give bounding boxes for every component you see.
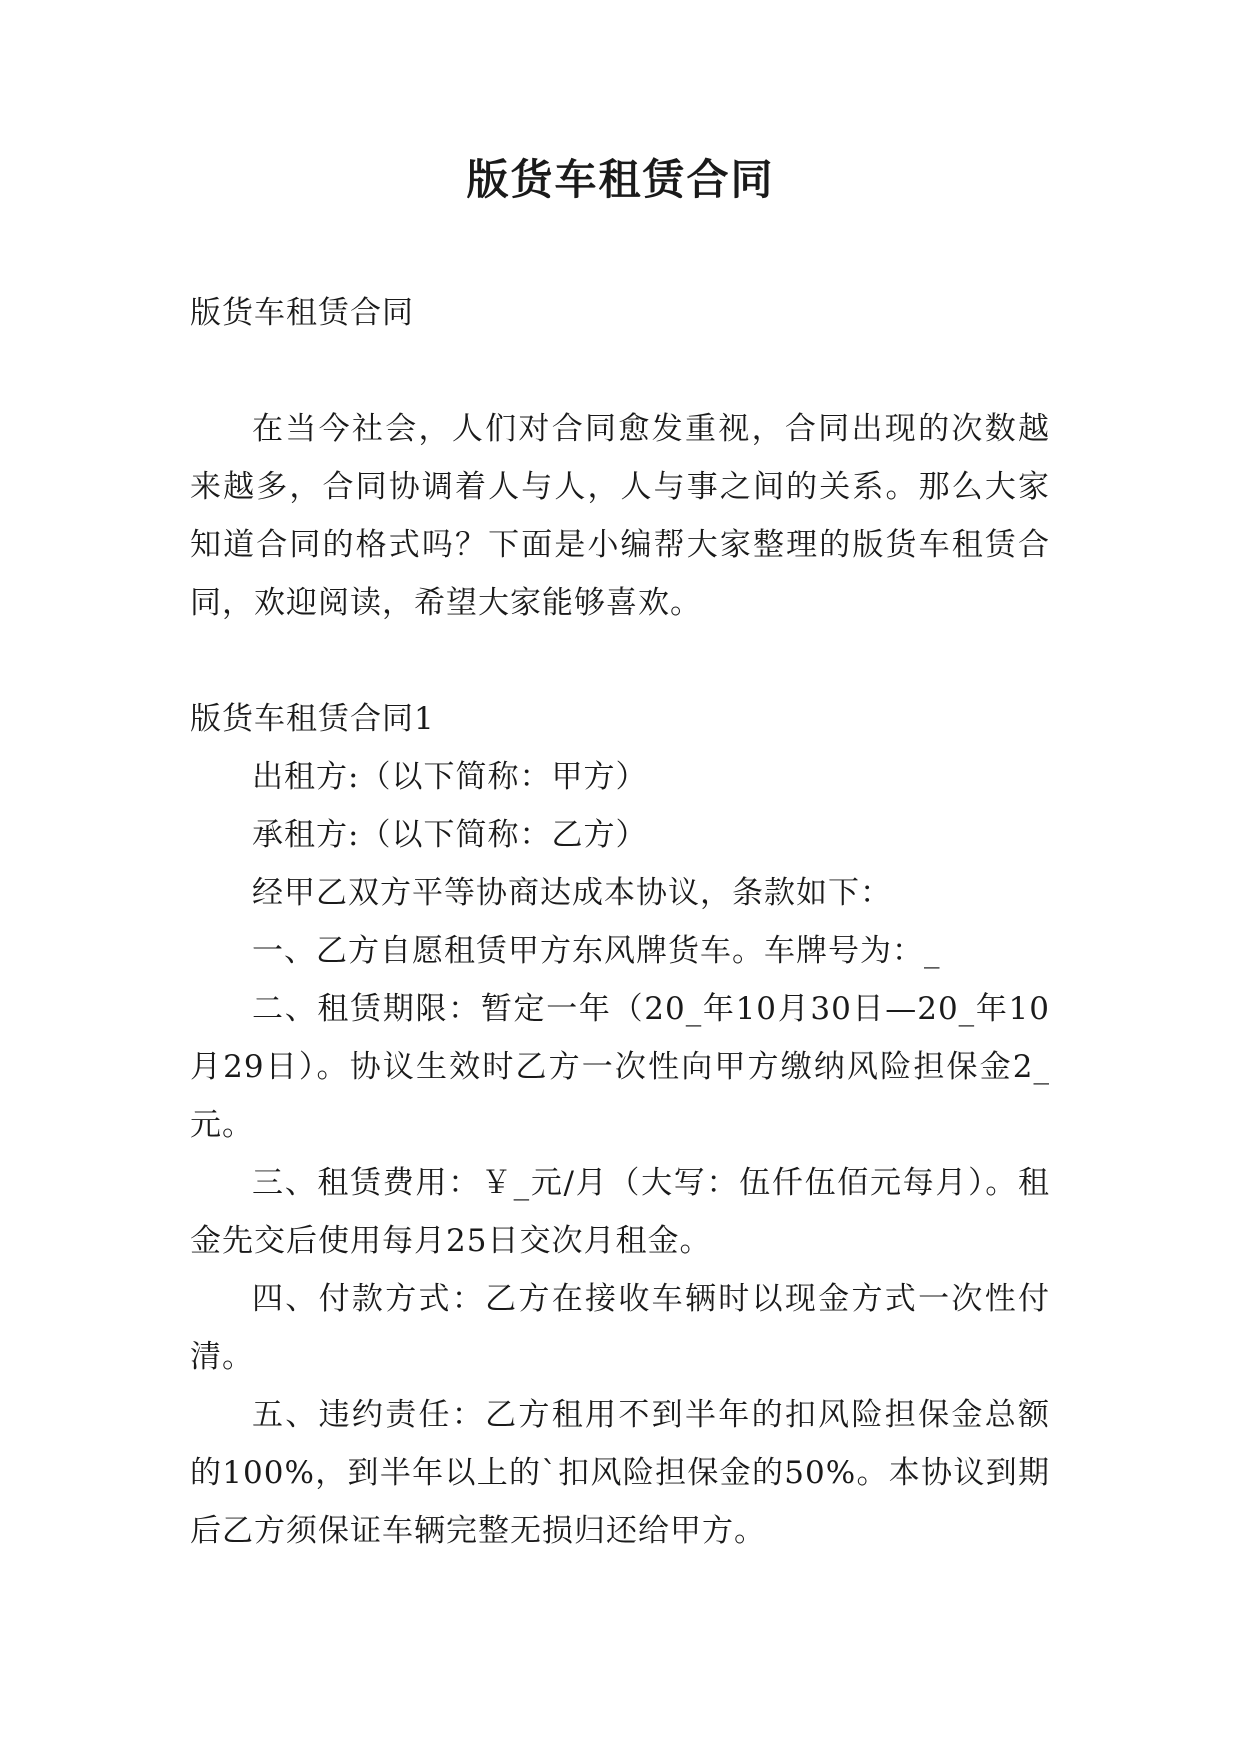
clause-1: 一、乙方自愿租赁甲方东风牌货车。车牌号为：_ bbox=[252, 933, 941, 969]
agreement-line: 经甲乙双方平等协商达成本协议，条款如下： bbox=[252, 875, 892, 911]
lessor-line: 出租方:（以下简称：甲方） bbox=[252, 759, 648, 795]
intro-paragraph: 在当今社会，人们对合同愈发重视，合同出现的次数越来越多，合同协调着人与人，人与事之间的关系。那么大家知道合同的格式吗？下面是小编帮大家整理的版货车租赁合同，欢迎阅读，希望大家能够喜欢。 bbox=[190, 411, 1050, 621]
document-title: 版货车租赁合同 bbox=[466, 155, 775, 204]
clause-3: 三、租赁费用：￥_元/月（大写：伍仟伍佰元每月）。租金先交后使用每月25日交次月租金。 bbox=[190, 1165, 1050, 1259]
clause-2: 二、租赁期限：暂定一年（20_年10月30日—20_年10月29日）。协议生效时乙方一次性向甲方缴纳风险担保金2_元。 bbox=[190, 991, 1050, 1143]
section-title: 版货车租赁合同1 bbox=[190, 701, 435, 737]
clause-5: 五、违约责任：乙方租用不到半年的扣风险担保金总额的100%，到半年以上的`扣风险担保金的50%。本协议到期后乙方须保证车辆完整无损归还给甲方。 bbox=[190, 1397, 1050, 1549]
clause-4: 四、付款方式：乙方在接收车辆时以现金方式一次性付清。 bbox=[190, 1281, 1050, 1375]
document-subtitle: 版货车租赁合同 bbox=[190, 295, 414, 331]
lessee-line: 承租方:（以下简称：乙方） bbox=[252, 817, 648, 853]
document-body bbox=[190, 284, 1050, 1560]
